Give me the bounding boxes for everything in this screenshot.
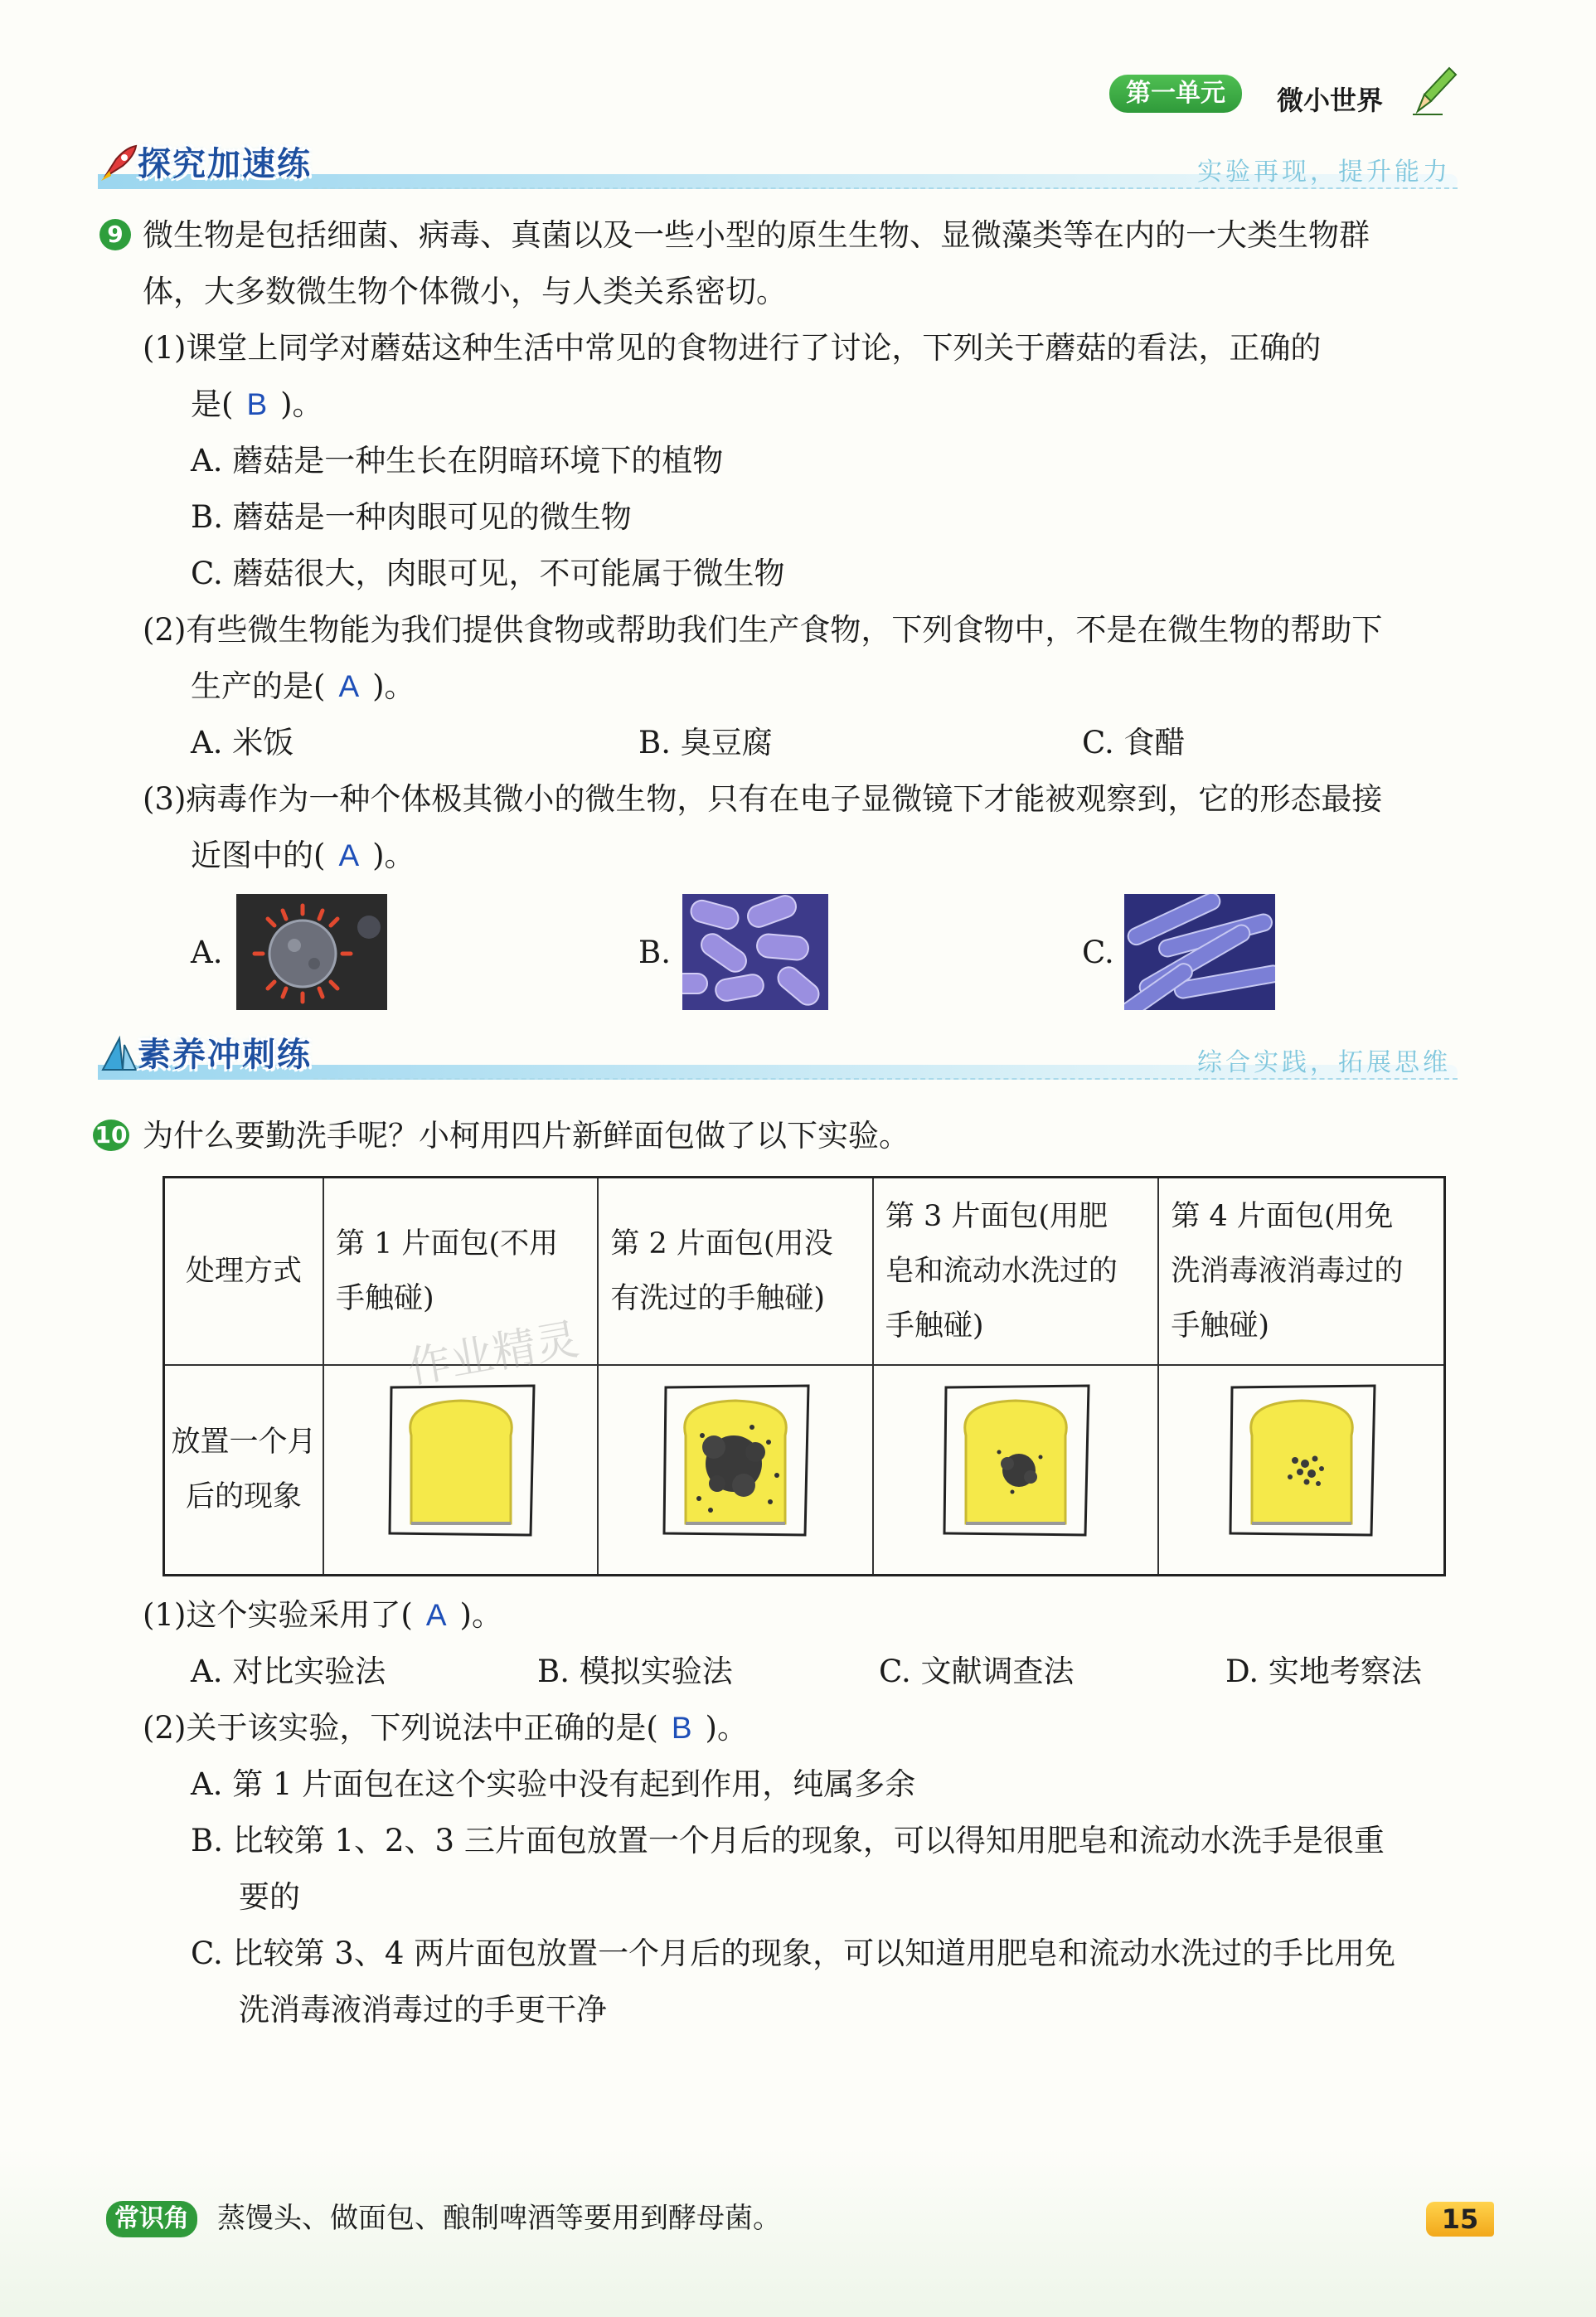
bread-medium-mold-image (933, 1377, 1099, 1543)
rocket-icon (98, 143, 139, 184)
option-b: B. 模拟实验法 (537, 1654, 733, 1689)
page-number: 15 (1426, 2202, 1494, 2237)
option-a: A. 米饭 (191, 725, 294, 760)
option-c: C. 文献调查法 (879, 1654, 1075, 1689)
subquestion-answer-line: 是( B )。 (191, 386, 323, 422)
section-title: 探究加速练 (138, 145, 312, 183)
question-stem-line: 微生物是包括细菌、病毒、真菌以及一些小型的原生生物、显微藻类等在内的一大类生物群 (143, 217, 1370, 253)
option-b-continued: 要的 (239, 1879, 300, 1915)
question-stem-line: 体，大多数微生物个体微小，与人类关系密切。 (143, 274, 787, 309)
table-cell: 第 1 片面包(不用 手触碰) (323, 1178, 598, 1365)
question-number: 10 (93, 1120, 129, 1151)
experiment-table (163, 1176, 1446, 1576)
table-row (164, 1365, 1445, 1576)
option-a: A. 对比实验法 (191, 1654, 386, 1689)
bacteria-bacilli-image (1124, 894, 1275, 1010)
section-subtitle: 实验再现，提升能力 (1197, 158, 1451, 187)
option-c-continued: 洗消毒液消毒过的手更干净 (239, 1992, 607, 2028)
subquestion-answer-line: 近图中的( A )。 (191, 838, 415, 873)
question-number: 9 (99, 219, 131, 250)
answer-choice: B (246, 387, 268, 421)
table-cell (1158, 1365, 1444, 1576)
subquestion-answer-line: (2)关于该实验，下列说法中正确的是( B )。 (143, 1710, 748, 1746)
unit-title: 微小世界 (1277, 85, 1384, 116)
option-b: B. 比较第 1、2、3 三片面包放置一个月后的现象，可以得知用肥皂和流动水洗手是很重 (191, 1823, 1385, 1858)
section-subtitle: 综合实践，拓展思维 (1197, 1048, 1451, 1077)
option-c: C. (1082, 935, 1114, 970)
watermark: 作业精灵 (404, 1314, 583, 1394)
table-cell: 第 3 片面包(用肥 皂和流动水洗过的 手触碰) (873, 1178, 1159, 1365)
answer-choice: A (338, 838, 360, 872)
bread-heavy-mold-image (652, 1377, 818, 1543)
option-a: A. 第 1 片面包在这个实验中没有起到作用，纯属多余 (191, 1766, 916, 1802)
table-cell: 第 4 片面包(用免 洗消毒液消毒过的 手触碰) (1158, 1178, 1444, 1365)
subquestion-answer-line: 生产的是( A )。 (191, 668, 415, 704)
option-d: D. 实地考察法 (1225, 1654, 1422, 1689)
answer-choice: B (671, 1711, 692, 1745)
bacteria-rod-image (682, 894, 828, 1010)
option-b: B. (638, 935, 671, 970)
option-c: C. 比较第 3、4 两片面包放置一个月后的现象，可以知道用肥皂和流动水洗过的手比用免 (191, 1936, 1396, 1971)
table-cell (873, 1365, 1159, 1576)
answer-choice: A (338, 669, 360, 703)
option-c: C. 蘑菇很大，肉眼可见，不可能属于微生物 (191, 556, 785, 591)
row-header-treatment: 处理方式 (164, 1178, 324, 1365)
table-cell (323, 1365, 598, 1576)
option-c: C. 食醋 (1082, 725, 1186, 760)
table-cell: 第 2 片面包(用没 有洗过的手触碰) (598, 1178, 872, 1365)
table-cell (598, 1365, 872, 1576)
option-a: A. (191, 935, 223, 970)
option-b: B. 蘑菇是一种肉眼可见的微生物 (191, 499, 632, 535)
option-b: B. 臭豆腐 (638, 725, 773, 760)
subquestion-answer-line: (1)这个实验采用了( A )。 (143, 1597, 502, 1633)
row-header-result: 放置一个月 后的现象 (164, 1365, 324, 1576)
virus-image (236, 894, 387, 1010)
option-a: A. 蘑菇是一种生长在阴暗环境下的植物 (191, 443, 724, 478)
bread-clean-image (378, 1377, 544, 1543)
section-banner-explore (98, 139, 1458, 191)
pencil-icon (1409, 63, 1459, 116)
subquestion-text: (1)课堂上同学对蘑菇这种生活中常见的食物进行了讨论，下列关于蘑菇的看法，正确的 (143, 330, 1322, 366)
subquestion-text: (2)有些微生物能为我们提供食物或帮助我们生产食物，下列食物中，不是在微生物的帮助下 (143, 612, 1383, 648)
question-stem-line: 为什么要勤洗手呢？小柯用四片新鲜面包做了以下实验。 (143, 1118, 910, 1154)
section-title: 素养冲刺练 (138, 1036, 312, 1074)
unit-badge: 第一单元 (1109, 75, 1242, 113)
tip-text: 蒸馒头、做面包、酿制啤酒等要用到酵母菌。 (217, 2202, 781, 2235)
section-banner-practice (98, 1030, 1458, 1081)
tip-label: 常识角 (106, 2201, 197, 2237)
bread-light-mold-image (1219, 1377, 1385, 1543)
answer-choice: A (425, 1598, 447, 1632)
subquestion-text: (3)病毒作为一种个体极其微小的微生物，只有在电子显微镜下才能被观察到，它的形态最接 (143, 781, 1383, 817)
table-row (164, 1178, 1445, 1365)
sail-icon (98, 1033, 139, 1075)
